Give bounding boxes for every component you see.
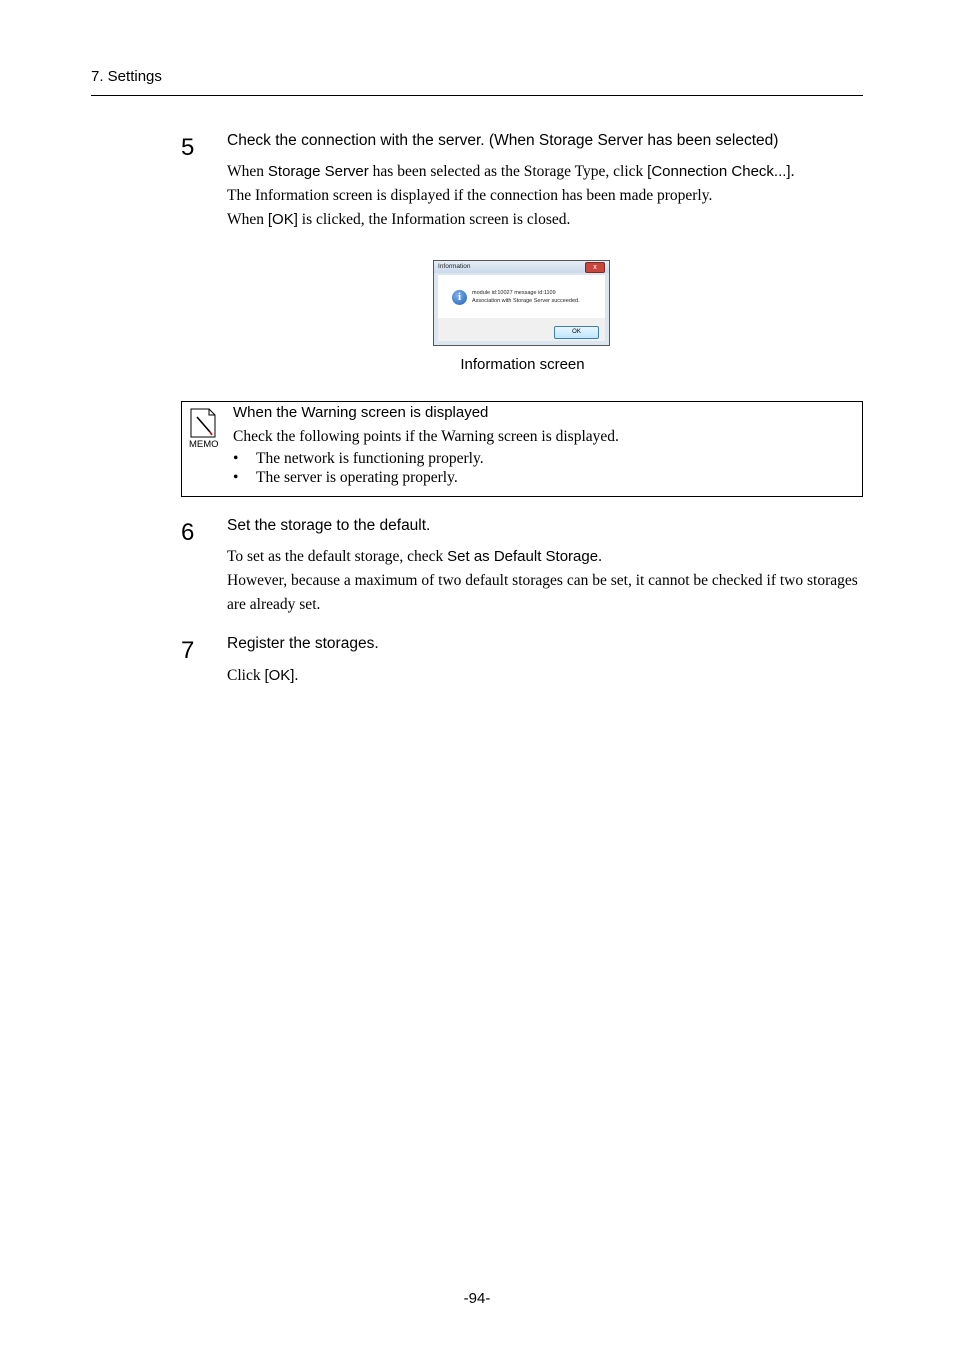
list-item [233,449,619,468]
information-dialog-screenshot [433,260,610,346]
memo-title: When the Warning screen is displayed [233,404,489,421]
ui-term-set-as-default-storage: Set as Default Storage [447,548,599,565]
step-5-number: 5 [181,134,195,161]
ui-term-ok: [OK] [264,667,295,684]
step-5-body [227,160,867,232]
text: has been selected as the Storage Type, click [368,163,648,180]
list-item-text: The server is operating properly. [256,469,458,486]
memo-label: MEMO [189,439,219,450]
info-icon: i [452,290,467,305]
step-6-number: 6 [181,519,195,546]
text: When [227,211,268,228]
memo-bullet-list [233,449,619,487]
text: When [227,163,268,180]
page-number: -94- [463,1290,491,1307]
step-5-line-1 [227,160,867,184]
bullet-icon: • [233,450,239,467]
close-icon[interactable]: x [585,262,605,273]
dialog-message [472,289,580,305]
ui-term-storage-server: Storage Server [267,163,369,180]
step-6-line-2: However, because a maximum of two default storages can be set, it cannot be checked if two storages are already set. [227,572,858,613]
text: . [598,548,602,565]
step-5-line-3 [227,208,867,232]
text: To set as the default storage, check [227,548,448,565]
dialog-body [438,275,605,318]
step-5-title: Check the connection with the server. (When Storage Server has been selected) [227,132,779,149]
dialog-titlebar [434,261,609,273]
step-7-title: Register the storages. [227,635,379,652]
step-6-body [227,545,867,617]
dialog-message-line-2: Association with Storage Server succeeded. [472,298,580,304]
dialog-footer [438,318,605,341]
memo-box [181,401,863,497]
dialog-title: Information [438,263,471,270]
step-7-line-1 [227,664,867,688]
step-5-line-2: The Information screen is displayed if the connection has been made properly. [227,187,713,204]
memo-intro: Check the following points if the Warning screen is displayed. [233,428,619,445]
memo-icon [190,408,216,438]
step-7-number: 7 [181,637,195,664]
dialog-message-line-1: module id:10027 message id:1109 [472,290,556,296]
list-item-text: The network is functioning properly. [256,450,484,467]
list-item [233,468,619,487]
text: is clicked, the Information screen is closed. [297,211,571,228]
text: Click [227,667,265,684]
step-7-body [227,664,867,688]
ui-term-connection-check: [Connection Check...] [647,163,791,180]
ok-button[interactable]: OK [554,326,599,339]
page-header [91,68,863,96]
step-6-line-1 [227,545,867,569]
step-6-title: Set the storage to the default. [227,517,431,534]
text: . [294,667,299,684]
ui-term-ok: [OK] [267,211,298,228]
memo-content [233,427,619,487]
text: . [790,163,795,180]
figure-caption: Information screen [460,356,585,373]
section-title: 7. Settings [91,68,162,85]
bullet-icon: • [233,469,239,486]
